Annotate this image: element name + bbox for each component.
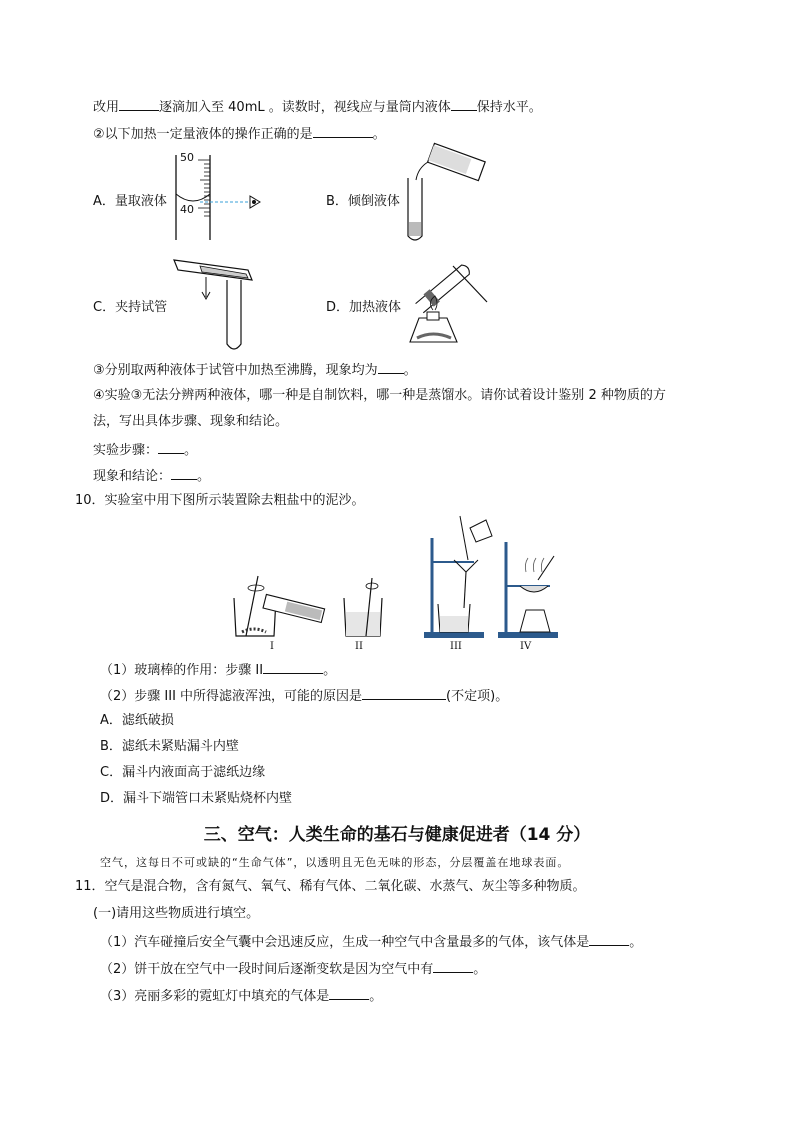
text-line-1: 改用 逐滴加入至 40mL 。读数时，视线应与量筒内液体 保持水平。 bbox=[93, 97, 542, 117]
option-d-label: D．加热液体 bbox=[326, 300, 402, 315]
answer-blank bbox=[362, 686, 446, 700]
cylinder-label-40: 40 bbox=[180, 203, 194, 216]
q10-option-b: B．滤纸未紧贴漏斗内壁 bbox=[100, 739, 239, 754]
question-11-subtitle: (一)请用这些物质进行填空。 bbox=[93, 906, 260, 921]
q10-option-a: A．滤纸破损 bbox=[100, 713, 174, 728]
section-3-title: 三、空气：人类生命的基石与健康促进者（14 分） bbox=[203, 825, 591, 845]
answer-blank bbox=[433, 959, 473, 973]
option-a-label: A．量取液体 bbox=[93, 194, 167, 209]
step-label-iv: IV bbox=[520, 641, 532, 652]
step-2-stir-figure bbox=[344, 578, 382, 636]
answer-blank bbox=[158, 440, 184, 454]
answer-blank bbox=[313, 124, 373, 138]
question-4-prompt: ④实验③无法分辨两种液体，哪一种是自制饮料，哪一种是蒸馏水。请你试着设计鉴别 2 种物质的方 bbox=[93, 388, 666, 403]
question-2-prompt: ②以下加热一定量液体的操作正确的是 。 bbox=[93, 124, 386, 144]
answer-blank bbox=[171, 466, 197, 480]
section-3-intro: 空气，这每日不可或缺的“生命气体”，以透明且无色无味的形态，分层覆盖在地球表面。 bbox=[100, 856, 570, 869]
answer-blank bbox=[451, 97, 477, 111]
figure-measure-cylinder bbox=[170, 150, 270, 245]
step-label-i: I bbox=[270, 641, 274, 652]
figure-test-tube-holder bbox=[170, 252, 270, 357]
question-3-prompt: ③分别取两种液体于试管中加热至沸腾，现象均为 。 bbox=[93, 360, 417, 380]
question-10-title: 10．实验室中用下图所示装置除去粗盐中的泥沙。 bbox=[75, 493, 365, 508]
option-c-label: C．夹持试管 bbox=[93, 300, 168, 315]
option-b-label: B．倾倒液体 bbox=[326, 194, 400, 209]
step-3-filter-figure bbox=[424, 516, 492, 638]
question-10-2: （2）步骤 III 中所得滤液浑浊，可能的原因是 (不定项)。 bbox=[100, 686, 508, 706]
question-11-3: （3）亮丽多彩的霓虹灯中填充的气体是 。 bbox=[100, 986, 382, 1006]
figure-salt-purification-steps bbox=[228, 512, 568, 652]
step-4-evaporate-figure bbox=[498, 542, 558, 638]
question-11-1: （1）汽车碰撞后安全气囊中会迅速反应，生成一种空气中含量最多的气体，该气体是 。 bbox=[100, 932, 642, 952]
question-11-2: （2）饼干放在空气中一段时间后逐渐变软是因为空气中有 。 bbox=[100, 959, 486, 979]
figure-heat-liquid bbox=[405, 252, 505, 357]
question-4-prompt-cont: 法，写出具体步骤、现象和结论。 bbox=[93, 414, 289, 429]
phenomenon-conclusion: 现象和结论： 。 bbox=[93, 466, 210, 486]
q10-option-d: D．漏斗下端管口未紧贴烧杯内壁 bbox=[100, 791, 293, 806]
question-10-1: （1）玻璃棒的作用：步骤 II 。 bbox=[100, 660, 336, 680]
q10-option-c: C．漏斗内液面高于滤纸边缘 bbox=[100, 765, 266, 780]
answer-blank bbox=[378, 360, 404, 374]
answer-blank bbox=[329, 986, 369, 1000]
step-1-dissolve-figure bbox=[234, 576, 325, 636]
answer-blank bbox=[263, 660, 323, 674]
answer-blank bbox=[589, 932, 629, 946]
experiment-steps: 实验步骤： 。 bbox=[93, 440, 197, 460]
answer-blank bbox=[119, 97, 159, 111]
step-label-ii: II bbox=[355, 641, 363, 652]
question-11-title: 11．空气是混合物，含有氮气、氧气、稀有气体、二氧化碳、水蒸气、灰尘等多种物质。 bbox=[75, 879, 586, 894]
cylinder-label-50: 50 bbox=[180, 151, 194, 164]
step-label-iii: III bbox=[450, 641, 462, 652]
figure-pour-liquid bbox=[400, 140, 500, 248]
